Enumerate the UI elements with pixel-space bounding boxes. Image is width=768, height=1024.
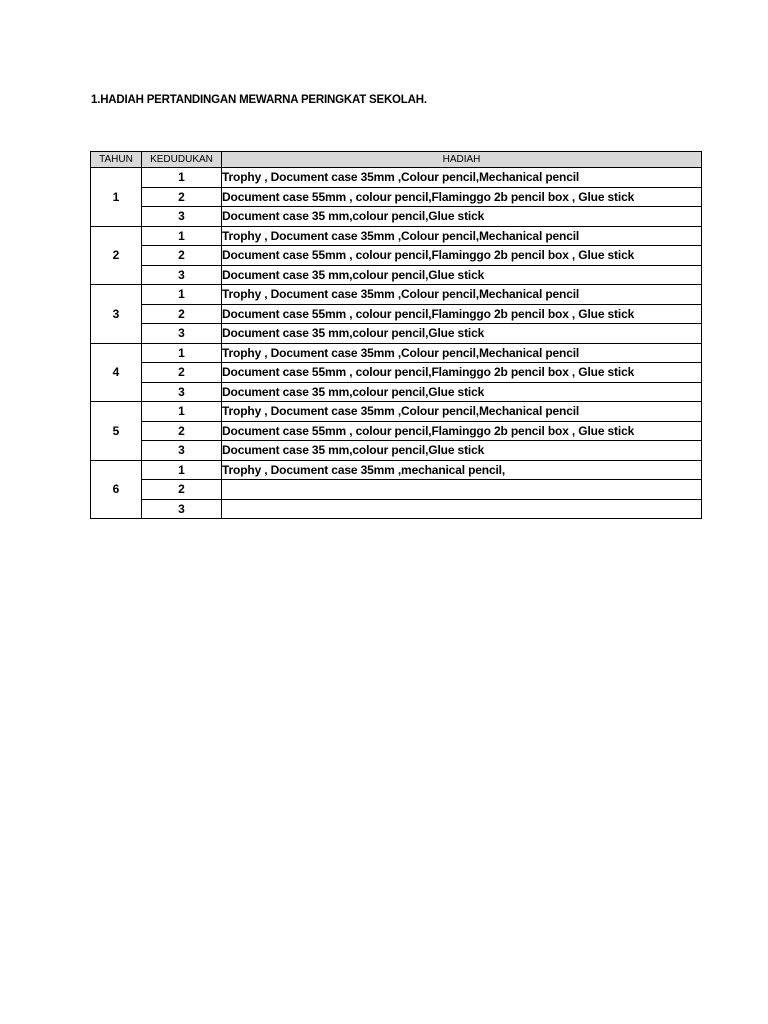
rank-cell: 3	[142, 265, 222, 285]
prize-cell: Trophy , Document case 35mm ,Colour pencil,Mechanical pencil	[222, 226, 702, 246]
table-row	[91, 265, 702, 285]
rank-cell: 1	[142, 460, 222, 480]
table-row	[91, 363, 702, 383]
prize-cell: Document case 35 mm,colour pencil,Glue stick	[222, 441, 702, 461]
rank-cell: 2	[142, 421, 222, 441]
rank-cell: 3	[142, 324, 222, 344]
table-row	[91, 402, 702, 422]
table-row	[91, 480, 702, 500]
prize-cell: Document case 55mm , colour pencil,Flaminggo 2b pencil box , Glue stick	[222, 246, 702, 266]
year-cell: 6	[91, 460, 142, 519]
table-row	[91, 226, 702, 246]
prize-cell: Document case 55mm , colour pencil,Flaminggo 2b pencil box , Glue stick	[222, 363, 702, 383]
year-cell: 5	[91, 402, 142, 461]
table-row	[91, 187, 702, 207]
year-cell: 1	[91, 168, 142, 227]
prize-cell: Document case 55mm , colour pencil,Flaminggo 2b pencil box , Glue stick	[222, 304, 702, 324]
header-tahun: TAHUN	[91, 152, 142, 168]
rank-cell: 3	[142, 499, 222, 519]
prize-cell	[222, 499, 702, 519]
year-cell: 4	[91, 343, 142, 402]
table-row	[91, 304, 702, 324]
year-cell: 3	[91, 285, 142, 344]
rank-cell: 1	[142, 168, 222, 188]
page-title: 1.HADIAH PERTANDINGAN MEWARNA PERINGKAT SEKOLAH.	[91, 94, 427, 106]
rank-cell: 2	[142, 187, 222, 207]
rank-cell: 1	[142, 226, 222, 246]
prize-cell: Trophy , Document case 35mm ,mechanical pencil,	[222, 460, 702, 480]
header-kedudukan: KEDUDUKAN	[142, 152, 222, 168]
table-row	[91, 246, 702, 266]
table-row	[91, 421, 702, 441]
table-row	[91, 343, 702, 363]
table-row	[91, 382, 702, 402]
rank-cell: 3	[142, 207, 222, 227]
prize-cell: Document case 35 mm,colour pencil,Glue stick	[222, 207, 702, 227]
rank-cell: 2	[142, 363, 222, 383]
prize-cell: Document case 35 mm,colour pencil,Glue stick	[222, 265, 702, 285]
prize-cell	[222, 480, 702, 500]
prize-cell: Trophy , Document case 35mm ,Colour pencil,Mechanical pencil	[222, 285, 702, 305]
rank-cell: 2	[142, 246, 222, 266]
rank-cell: 1	[142, 402, 222, 422]
table-row	[91, 441, 702, 461]
rank-cell: 1	[142, 285, 222, 305]
header-hadiah: HADIAH	[222, 152, 702, 168]
prize-cell: Document case 35 mm,colour pencil,Glue stick	[222, 382, 702, 402]
table-header-row	[91, 152, 702, 168]
prize-cell: Trophy , Document case 35mm ,Colour pencil,Mechanical pencil	[222, 343, 702, 363]
table-row	[91, 207, 702, 227]
prize-cell: Trophy , Document case 35mm ,Colour pencil,Mechanical pencil	[222, 168, 702, 188]
rank-cell: 1	[142, 343, 222, 363]
rank-cell: 2	[142, 304, 222, 324]
year-cell: 2	[91, 226, 142, 285]
rank-cell: 2	[142, 480, 222, 500]
prize-cell: Trophy , Document case 35mm ,Colour pencil,Mechanical pencil	[222, 402, 702, 422]
prize-cell: Document case 55mm , colour pencil,Flaminggo 2b pencil box , Glue stick	[222, 187, 702, 207]
table-row	[91, 460, 702, 480]
table-row	[91, 168, 702, 188]
table-row	[91, 499, 702, 519]
prize-cell: Document case 35 mm,colour pencil,Glue stick	[222, 324, 702, 344]
table-row	[91, 324, 702, 344]
rank-cell: 3	[142, 382, 222, 402]
table-row	[91, 285, 702, 305]
prize-table	[90, 151, 702, 519]
rank-cell: 3	[142, 441, 222, 461]
prize-cell: Document case 55mm , colour pencil,Flaminggo 2b pencil box , Glue stick	[222, 421, 702, 441]
